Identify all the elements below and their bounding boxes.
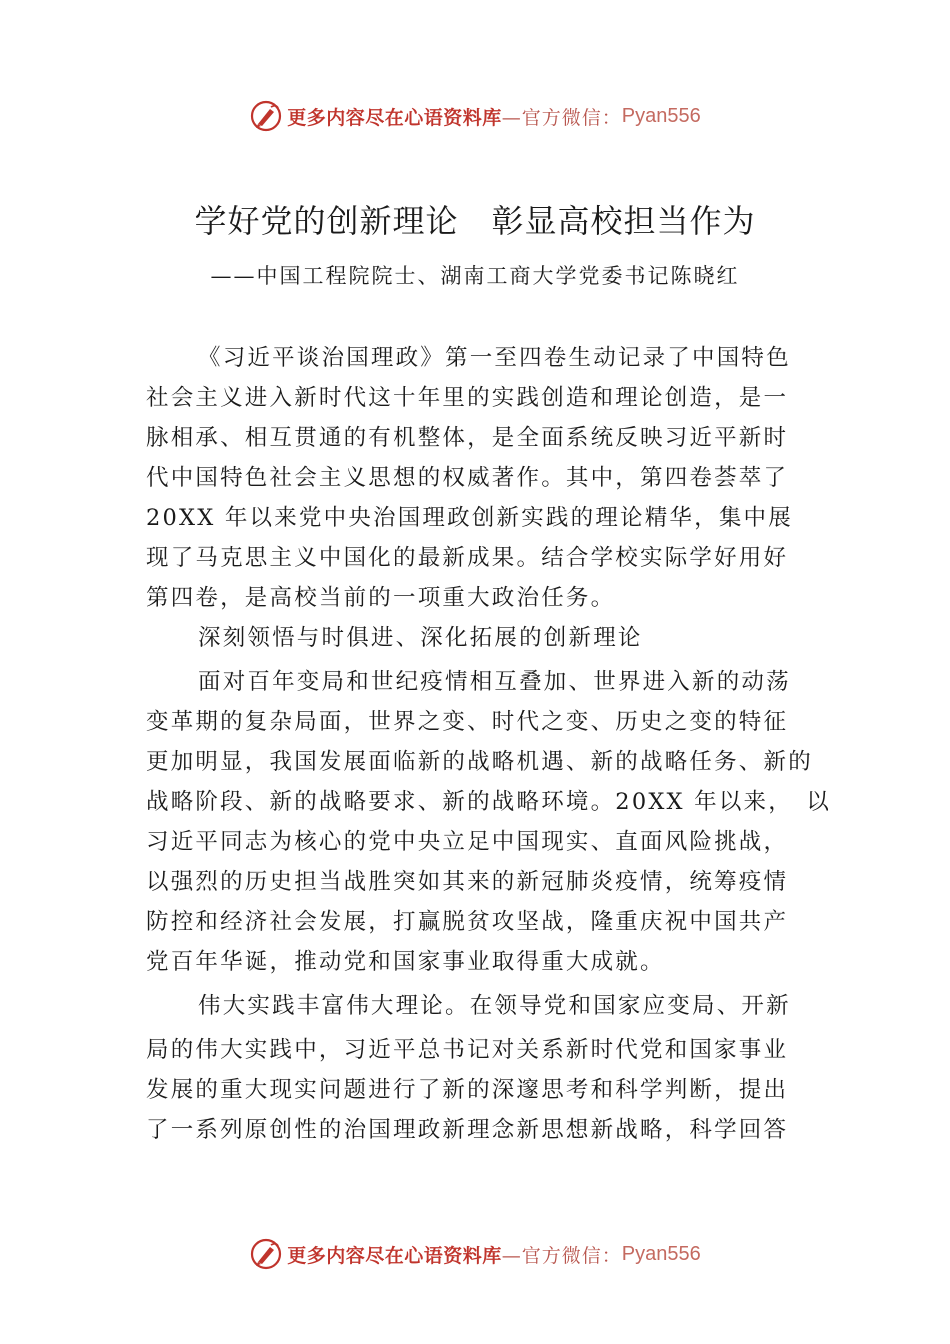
text-line: 局的伟大实践中，习近平总书记对关系新时代党和国家事业 xyxy=(146,1037,789,1063)
paragraph-2 xyxy=(146,662,832,982)
text-line: 发展的重大现实问题进行了新的深邃思考和科学判断，提出 xyxy=(146,1077,789,1103)
text-line: 战略阶段、新的战略要求、新的战略环境。20XX 年以来， 以 xyxy=(146,789,832,815)
paragraph-3 xyxy=(146,986,826,1150)
header-watermark xyxy=(0,96,950,136)
text-line: 党百年华诞，推动党和国家事业取得重大成就。 xyxy=(146,949,665,975)
watermark-wechat-id: Pyan556 xyxy=(621,1242,701,1265)
paragraph-1 xyxy=(146,338,826,618)
watermark-wechat-id: Pyan556 xyxy=(621,104,701,127)
text-line: 《习近平谈治国理政》第一至四卷生动记录了中国特色 xyxy=(198,345,791,371)
text-line: 了一系列原创性的治国理政新理念新思想新战略，科学回答 xyxy=(146,1117,789,1143)
text-line: 变革期的复杂局面，世界之变、时代之变、历史之变的特征 xyxy=(146,709,789,735)
document-subtitle: ——中国工程院院士、湖南工商大学党委书记陈晓红 xyxy=(210,264,740,288)
watermark-wechat-label: —官方微信： xyxy=(501,106,622,129)
text-line: 第四卷，是高校当前的一项重大政治任务。 xyxy=(146,585,616,611)
text-line: 更加明显，我国发展面临新的战略机遇、新的战略任务、新的 xyxy=(146,749,813,775)
text-line: 20XX 年以来党中央治国理政创新实践的理论精华，集中展 xyxy=(146,505,793,531)
text-line: 社会主义进入新时代这十年里的实践创造和理论创造，是一 xyxy=(146,385,789,411)
text-line: 代中国特色社会主义思想的权威著作。其中，第四卷荟萃了 xyxy=(146,465,789,491)
footer-watermark xyxy=(0,1234,950,1274)
pen-logo-icon xyxy=(249,99,283,133)
watermark-lead-text: 更多内容尽在心语资料库 xyxy=(287,1244,502,1267)
text-line: 面对百年变局和世纪疫情相互叠加、世界进入新的动荡 xyxy=(198,669,791,695)
text-line: 习近平同志为核心的党中央立足中国现实、直面风险挑战， xyxy=(146,829,789,855)
text-line: 现了马克思主义中国化的最新成果。结合学校实际学好用好 xyxy=(146,545,789,571)
pen-logo-icon xyxy=(249,1237,283,1271)
text-line: 深刻领悟与时俱进、深化拓展的创新理论 xyxy=(198,625,643,651)
text-line: 伟大实践丰富伟大理论。在领导党和国家应变局、开新 xyxy=(198,993,791,1019)
text-line: 以强烈的历史担当战胜突如其来的新冠肺炎疫情，统筹疫情 xyxy=(146,869,789,895)
document-title: 学好党的创新理论 彰显高校担当作为 xyxy=(194,202,756,240)
text-line: 防控和经济社会发展，打赢脱贫攻坚战，隆重庆祝中国共产 xyxy=(146,909,789,935)
watermark-lead-text: 更多内容尽在心语资料库 xyxy=(287,106,502,129)
watermark-wechat-label: —官方微信： xyxy=(501,1244,622,1267)
document-body xyxy=(146,338,832,1150)
text-line: 脉相承、相互贯通的有机整体，是全面系统反映习近平新时 xyxy=(146,425,789,451)
section-heading xyxy=(146,618,826,658)
